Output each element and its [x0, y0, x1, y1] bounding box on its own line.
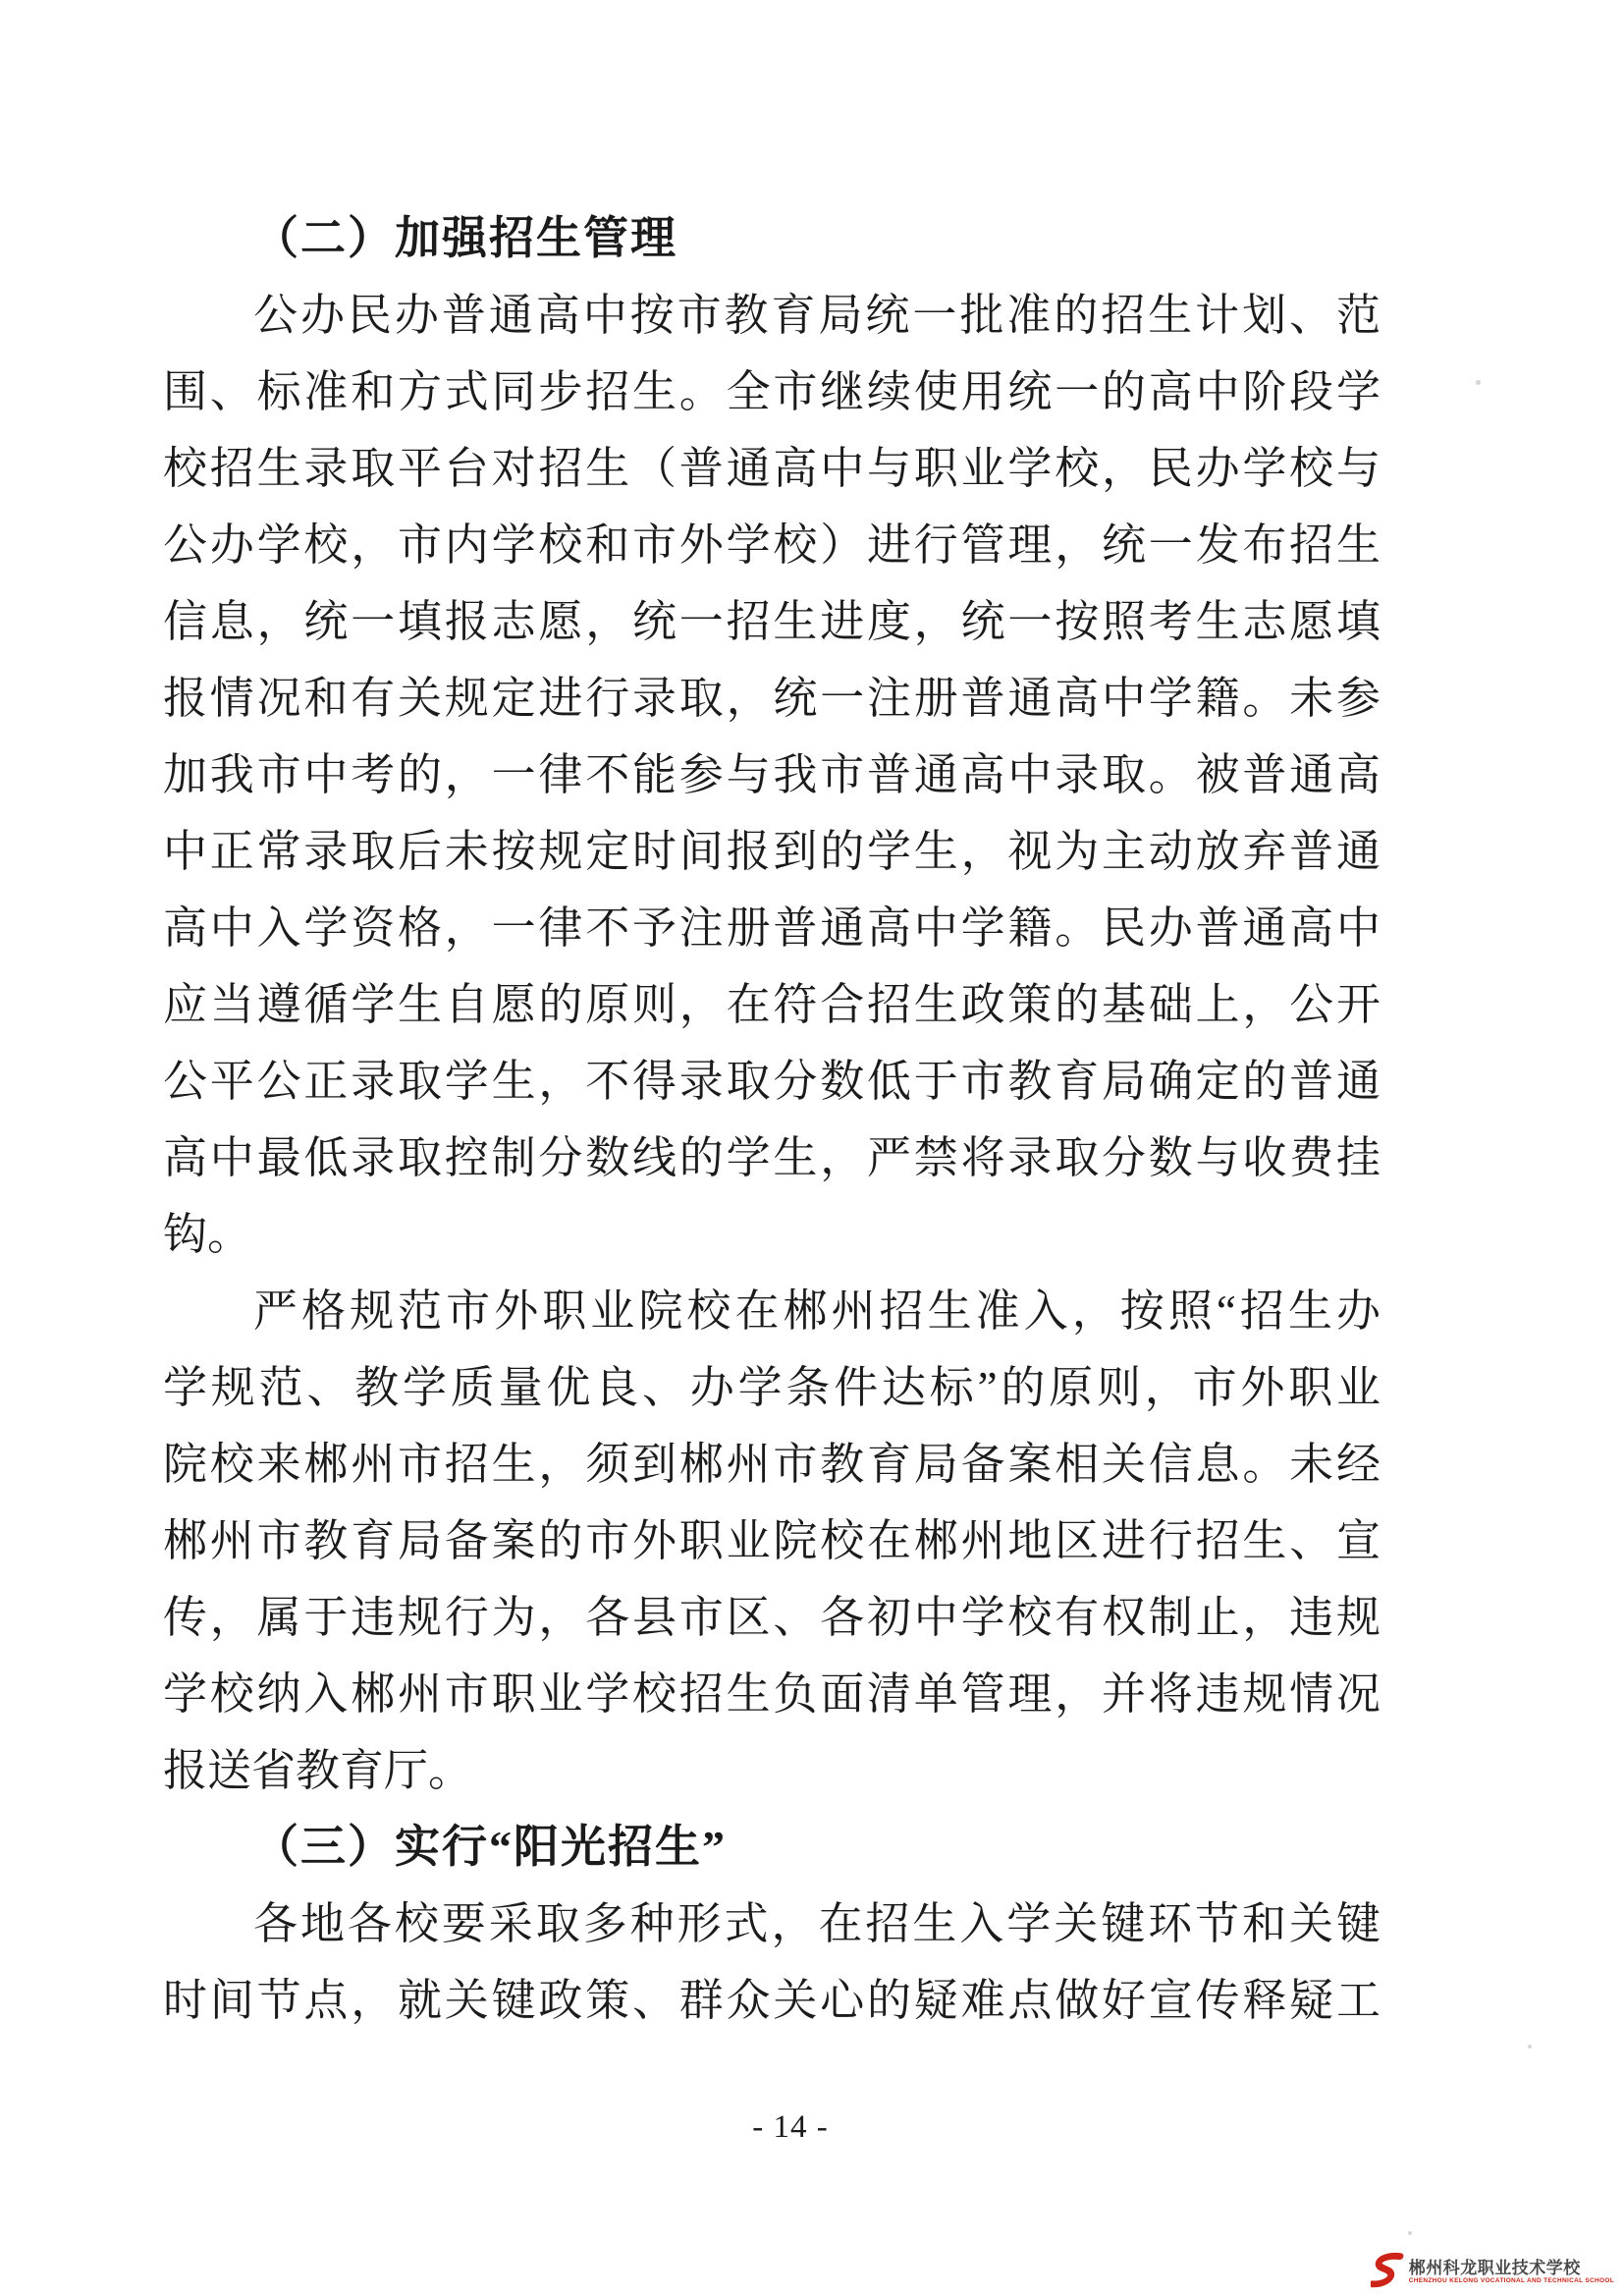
text-line: 时间节点，就关键政策、群众关心的疑难点做好宣传释疑工 — [163, 1976, 1380, 2025]
text-line: 高中入学资格，一律不予注册普通高中学籍。民办普通高中 — [163, 903, 1380, 953]
text-line: 传，属于违规行为，各县市区、各初中学校有权制止，违规 — [163, 1593, 1380, 1642]
paragraph — [163, 277, 1380, 1273]
text-line: 加我市中考的，一律不能参与我市普通高中录取。被普通高 — [163, 750, 1380, 799]
text-line: 高中最低录取控制分数线的学生，严禁将录取分数与收费挂 — [163, 1133, 1380, 1182]
logo-s-mark-icon — [1371, 2252, 1404, 2291]
text-line: 公办民办普通高中按市教育局统一批准的招生计划、范 — [253, 291, 1380, 340]
scan-speck — [1476, 380, 1481, 385]
scan-speck — [1528, 2045, 1532, 2049]
text-line: 学规范、教学质量优良、办学条件达标”的原则，市外职业 — [163, 1363, 1380, 1412]
text-line: 学校纳入郴州市职业学校招生负面清单管理，并将违规情况 — [163, 1669, 1380, 1719]
text-line: 各地各校要采取多种形式，在招生入学关键环节和关键 — [253, 1899, 1380, 1948]
text-line: 中正常录取后未按规定时间报到的学生，视为主动放弃普通 — [163, 827, 1380, 876]
text-line: 报情况和有关规定进行录取，统一注册普通高中学籍。未参 — [163, 674, 1380, 723]
text-line: 应当遵循学生自愿的原则，在符合招生政策的基础上，公开 — [163, 980, 1380, 1029]
section-heading: （三）实行“阳光招生” — [253, 1822, 727, 1872]
page-number: - 14 - — [752, 2109, 829, 2145]
section-heading: （二）加强招生管理 — [253, 213, 677, 263]
text-line: 围、标准和方式同步招生。全市继续使用统一的高中阶段学 — [163, 367, 1380, 416]
text-line: 报送省教育厅。 — [163, 1746, 473, 1795]
document-body — [163, 200, 1380, 2039]
text-line: 严格规范市外职业院校在郴州招生准入，按照“招生办 — [253, 1286, 1380, 1336]
text-line: 钩。 — [163, 1210, 252, 1259]
text-line: 公办学校，市内学校和市外学校）进行管理，统一发布招生 — [163, 520, 1380, 570]
logo-text — [1409, 2259, 1614, 2285]
school-logo — [1371, 2252, 1614, 2291]
text-line: 公平公正录取学生，不得录取分数低于市教育局确定的普通 — [163, 1057, 1380, 1106]
logo-en-name: CHENZHOU KELONG VOCATIONAL AND TECHNICAL SCHOOL — [1408, 2276, 1614, 2284]
logo-cn-name: 郴州科龙职业技术学校 — [1408, 2258, 1581, 2277]
paragraph — [163, 1886, 1380, 2039]
text-line: 院校来郴州市招生，须到郴州市教育局备案相关信息。未经 — [163, 1440, 1380, 1489]
scan-speck — [1408, 2231, 1412, 2235]
text-line: 校招生录取平台对招生（普通高中与职业学校，民办学校与 — [163, 444, 1380, 493]
text-line: 郴州市教育局备案的市外职业院校在郴州地区进行招生、宣 — [163, 1516, 1380, 1565]
text-line: 信息，统一填报志愿，统一招生进度，统一按照考生志愿填 — [163, 597, 1380, 646]
paragraph — [163, 1273, 1380, 1809]
